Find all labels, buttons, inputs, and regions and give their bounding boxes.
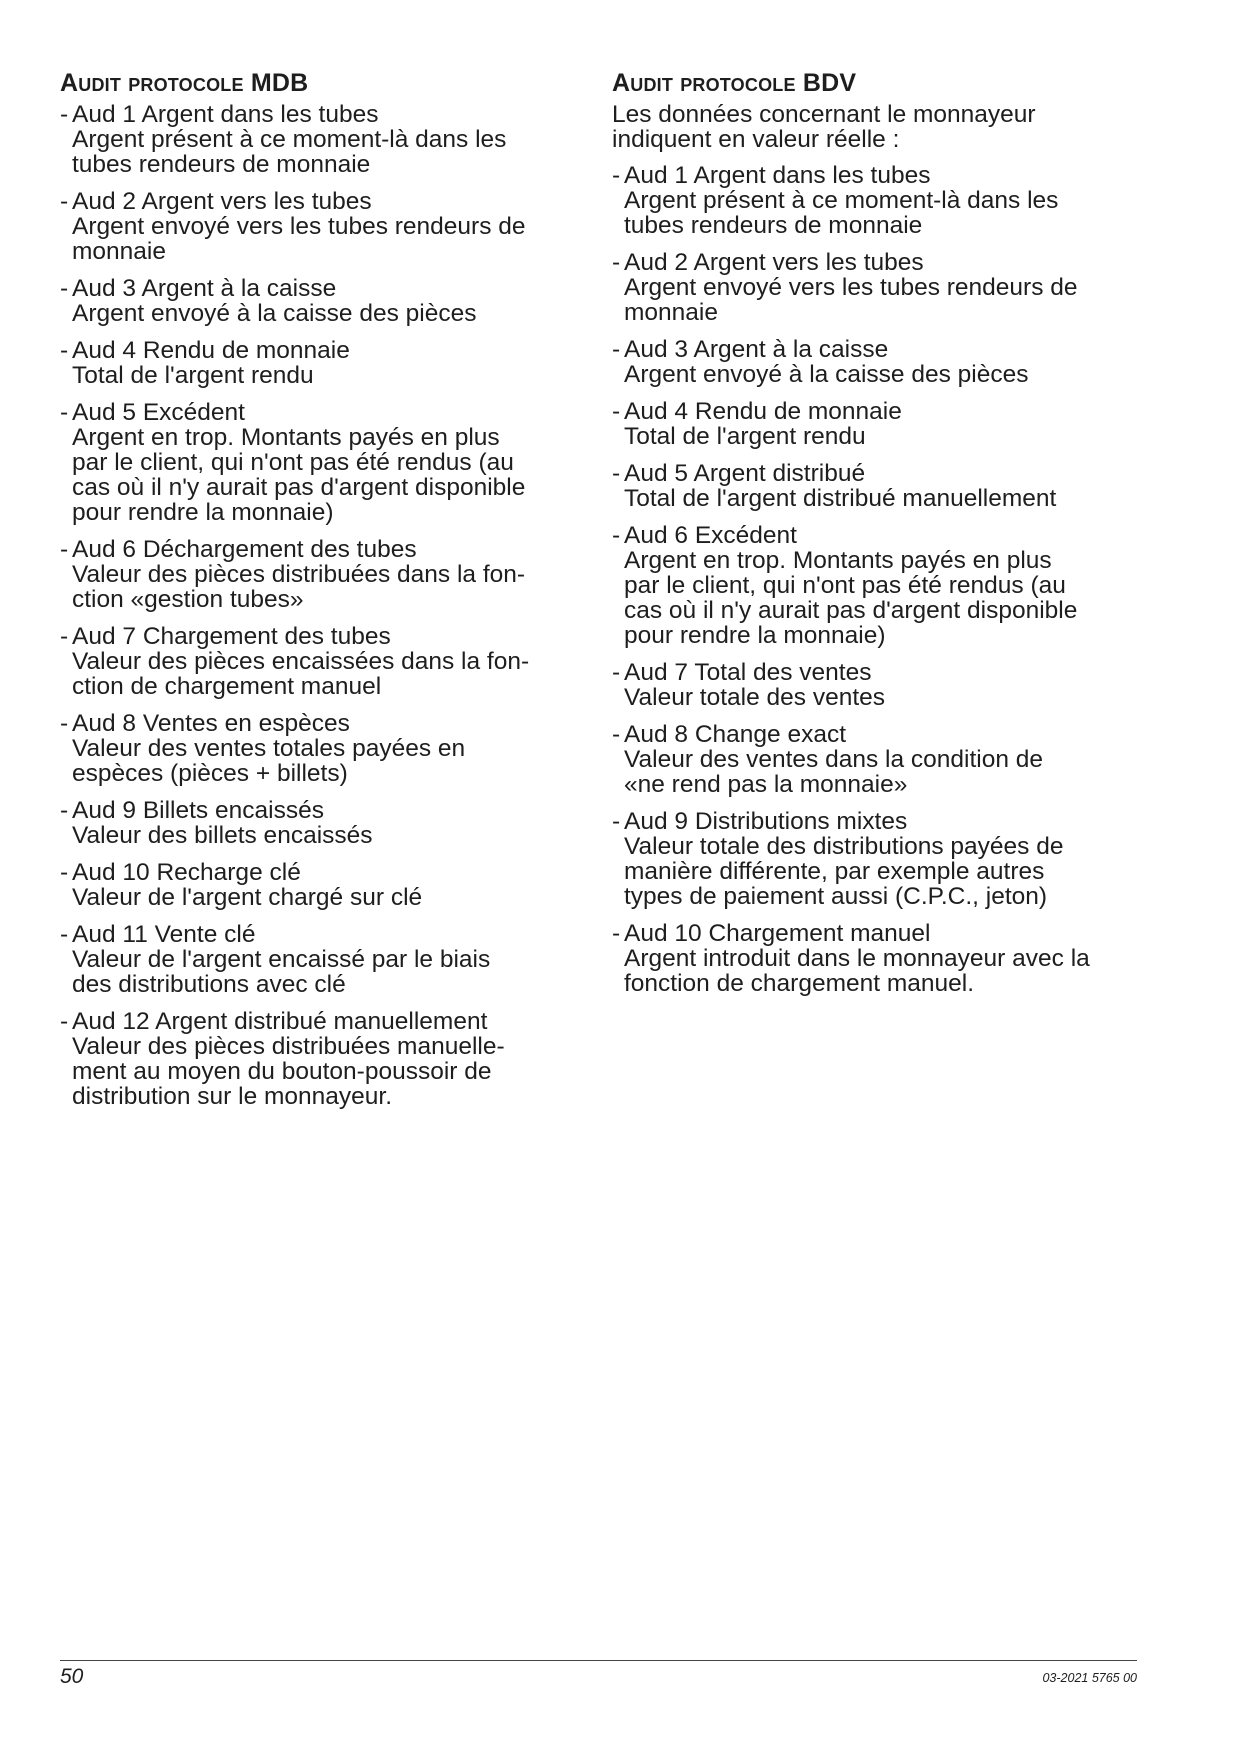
item-description: Argent en trop. Montants payés en plus par le client, qui n'ont pas été rendus (au cas où il n'y aurait pas d'argent disponible pour rendre la monnaie) xyxy=(624,547,1078,649)
dash-bullet: - xyxy=(60,710,69,737)
list-item xyxy=(60,711,585,786)
item-title: Aud 3 Argent à la caisse xyxy=(72,275,337,302)
item-title: Aud 7 Chargement des tubes xyxy=(72,623,391,650)
item-description: Argent présent à ce moment-là dans les tubes rendeurs de monnaie xyxy=(624,187,1059,239)
dash-bullet: - xyxy=(60,859,69,886)
dash-bullet: - xyxy=(612,162,621,189)
list-item xyxy=(60,189,585,264)
list-item xyxy=(60,400,585,525)
page-footer xyxy=(60,1660,1137,1688)
dash-bullet: - xyxy=(60,536,69,563)
list-item xyxy=(612,399,1137,449)
item-description: Total de l'argent rendu xyxy=(72,362,314,389)
list-item xyxy=(612,722,1137,797)
list-item xyxy=(60,276,585,326)
audit-bdv-title: Audit protocole BDV xyxy=(612,69,857,97)
item-title: Aud 6 Déchargement des tubes xyxy=(72,536,417,563)
item-description: Argent présent à ce moment-là dans les tubes rendeurs de monnaie xyxy=(72,126,507,178)
list-item xyxy=(60,624,585,699)
item-description: Argent introduit dans le monnayeur avec la fonction de chargement manuel. xyxy=(624,945,1090,997)
item-description: Total de l'argent distribué manuellement xyxy=(624,485,1057,512)
item-description: Argent envoyé à la caisse des pièces xyxy=(72,300,477,327)
dash-bullet: - xyxy=(60,797,69,824)
list-item xyxy=(612,337,1137,387)
item-title: Aud 9 Billets encaissés xyxy=(72,797,324,824)
item-title: Aud 9 Distributions mixtes xyxy=(624,808,908,835)
list-item xyxy=(612,921,1137,996)
item-description: Argent envoyé vers les tubes rendeurs de monnaie xyxy=(624,274,1078,326)
list-item xyxy=(60,338,585,388)
item-title: Aud 4 Rendu de monnaie xyxy=(72,337,350,364)
dash-bullet: - xyxy=(60,623,69,650)
item-title: Aud 1 Argent dans les tubes xyxy=(624,162,931,189)
dash-bullet: - xyxy=(612,336,621,363)
item-title: Aud 8 Change exact xyxy=(624,721,847,748)
item-description: Argent en trop. Montants payés en plus par le client, qui n'ont pas été rendus (au cas où il n'y aurait pas d'argent disponible pour rendre la monnaie) xyxy=(72,424,526,526)
item-description: Valeur des ventes totales payées en espèces (pièces + billets) xyxy=(72,735,466,787)
item-title: Aud 5 Argent distribué xyxy=(624,460,866,487)
list-item xyxy=(60,860,585,910)
dash-bullet: - xyxy=(612,460,621,487)
list-item xyxy=(60,1009,585,1109)
item-description: Valeur des pièces distribuées manuelle- ment au moyen du bouton-poussoir de distribution sur le monnayeur. xyxy=(72,1033,505,1110)
list-item xyxy=(612,660,1137,710)
dash-bullet: - xyxy=(60,921,69,948)
list-item xyxy=(60,798,585,848)
item-description: Valeur des billets encaissés xyxy=(72,822,373,849)
list-item xyxy=(612,163,1137,238)
item-title: Aud 4 Rendu de monnaie xyxy=(624,398,902,425)
list-item xyxy=(612,250,1137,325)
dash-bullet: - xyxy=(612,659,621,686)
audit-bdv-column xyxy=(612,68,1137,1008)
item-description: Valeur totale des ventes xyxy=(624,684,886,711)
dash-bullet: - xyxy=(60,399,69,426)
item-description: Valeur totale des distributions payées de manière différente, par exemple autres types de paiement aussi (C.P.C., jeton) xyxy=(624,833,1064,910)
list-item xyxy=(60,102,585,177)
dash-bullet: - xyxy=(60,337,69,364)
item-description: Valeur des pièces encaissées dans la fon- ction de chargement manuel xyxy=(72,648,530,700)
list-item xyxy=(612,809,1137,909)
item-title: Aud 2 Argent vers les tubes xyxy=(72,188,372,215)
item-description: Argent envoyé à la caisse des pièces xyxy=(624,361,1029,388)
item-title: Aud 12 Argent distribué manuellement xyxy=(72,1008,488,1035)
item-title: Aud 6 Excédent xyxy=(624,522,797,549)
item-title: Aud 10 Chargement manuel xyxy=(624,920,931,947)
dash-bullet: - xyxy=(60,1008,69,1035)
dash-bullet: - xyxy=(612,920,621,947)
item-title: Aud 5 Excédent xyxy=(72,399,245,426)
item-title: Aud 2 Argent vers les tubes xyxy=(624,249,924,276)
page-number: 50 xyxy=(60,1665,84,1688)
list-item xyxy=(612,461,1137,511)
dash-bullet: - xyxy=(60,101,69,128)
dash-bullet: - xyxy=(612,398,621,425)
dash-bullet: - xyxy=(612,249,621,276)
item-description: Valeur des ventes dans la condition de «ne rend pas la monnaie» xyxy=(624,746,1044,798)
item-description: Valeur de l'argent encaissé par le biais des distributions avec clé xyxy=(72,946,491,998)
dash-bullet: - xyxy=(60,188,69,215)
item-title: Aud 3 Argent à la caisse xyxy=(624,336,889,363)
document-reference: 03-2021 5765 00 xyxy=(1042,1671,1137,1685)
dash-bullet: - xyxy=(612,522,621,549)
item-title: Aud 7 Total des ventes xyxy=(624,659,872,686)
dash-bullet: - xyxy=(60,275,69,302)
audit-mdb-column xyxy=(60,68,585,1121)
item-description: Valeur de l'argent chargé sur clé xyxy=(72,884,423,911)
item-description: Total de l'argent rendu xyxy=(624,423,866,450)
item-description: Valeur des pièces distribuées dans la fon- ction «gestion tubes» xyxy=(72,561,526,613)
audit-bdv-intro: Les données concernant le monnayeur indiquent en valeur réelle : xyxy=(612,101,1036,153)
dash-bullet: - xyxy=(612,808,621,835)
dash-bullet: - xyxy=(612,721,621,748)
item-title: Aud 10 Recharge clé xyxy=(72,859,301,886)
list-item xyxy=(60,922,585,997)
item-title: Aud 8 Ventes en espèces xyxy=(72,710,350,737)
item-title: Aud 1 Argent dans les tubes xyxy=(72,101,379,128)
list-item xyxy=(612,523,1137,648)
audit-mdb-title: Audit protocole MDB xyxy=(60,69,309,97)
item-title: Aud 11 Vente clé xyxy=(72,921,256,948)
item-description: Argent envoyé vers les tubes rendeurs de monnaie xyxy=(72,213,526,265)
list-item xyxy=(60,537,585,612)
